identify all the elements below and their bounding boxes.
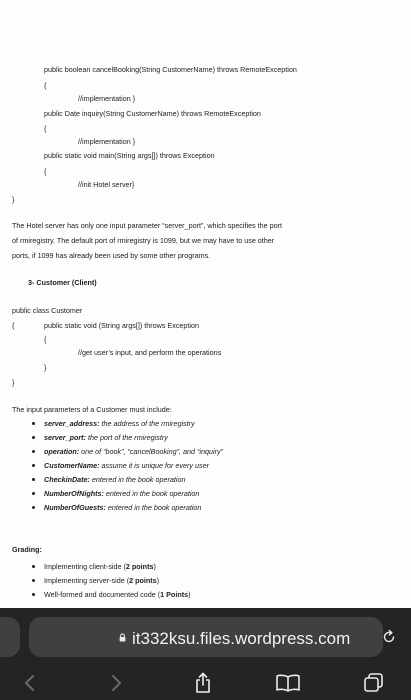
code-line: { [44, 335, 47, 344]
code-line: //implementation } [78, 137, 136, 146]
paragraph-line: ports, if 1099 has already been used by some other programs. [12, 251, 211, 260]
list-item: server_port: the port of the rmiregistry [44, 433, 168, 442]
tabs-icon[interactable] [363, 672, 385, 694]
list-item: server_address: the address of the rmiregistry [44, 419, 195, 428]
code-line: public static void main(String args[]) throws Exception [44, 151, 215, 160]
list-item: NumberOfGuests: entered in the book operation [44, 503, 202, 512]
list-item: NumberOfNights: entered in the book operation [44, 489, 200, 498]
code-line: { [44, 124, 47, 133]
code-line: } [12, 195, 15, 204]
list-item: operation: one of “book”, “cancelBooking”, and “inquiry” [44, 447, 223, 456]
url-text: it332ksu.files.wordpress.com [132, 629, 351, 648]
code-line: public class Customer [12, 306, 83, 315]
forward-icon[interactable] [108, 672, 124, 694]
share-icon[interactable] [193, 672, 213, 694]
browser-toolbar [0, 608, 411, 700]
lock-icon [118, 633, 127, 642]
code-line: //get user’s input, and perform the operations [78, 348, 222, 357]
code-line: //implementation } [78, 94, 136, 103]
code-line: } [12, 378, 15, 387]
address-bar[interactable] [29, 617, 383, 657]
reload-icon[interactable] [380, 628, 398, 646]
paragraph-line: The Hotel server has only one input parameter “server_port”, which specifies the port [12, 221, 283, 230]
code-line: public boolean cancelBooking(String CustomerName) throws RemoteException [44, 65, 297, 74]
grading-item: Implementing client-side (2 points) [44, 562, 156, 571]
grading-label: Grading: [12, 545, 42, 554]
code-line: { [44, 167, 47, 176]
paragraph-line: of rmiregistry. The default port of rmiregistry is 1099, but we may have to use other [12, 236, 275, 245]
grading-item: Implementing server-side (2 points) [44, 576, 160, 585]
code-line: //init Hotel server} [78, 180, 135, 189]
code-line: { [12, 321, 15, 330]
grading-item: Well-formed and documented code (1 Points) [44, 590, 191, 599]
code-line: } [44, 363, 47, 372]
list-item: CheckinDate: entered in the book operation [44, 475, 186, 484]
params-intro: The input parameters of a Customer must include: [12, 405, 172, 414]
code-line: public Date inquiry(String CustomerName) throws RemoteException [44, 109, 261, 118]
previous-tab-bar[interactable] [0, 617, 20, 657]
section-heading: 3- Customer (Client) [28, 278, 97, 287]
code-line: { [44, 81, 47, 90]
code-line: public static void (String args[]) throws Exception [44, 321, 199, 330]
bookmarks-icon[interactable] [275, 672, 301, 694]
list-item: CustomerName: assume it is unique for every user [44, 461, 209, 470]
back-icon[interactable] [22, 672, 38, 694]
